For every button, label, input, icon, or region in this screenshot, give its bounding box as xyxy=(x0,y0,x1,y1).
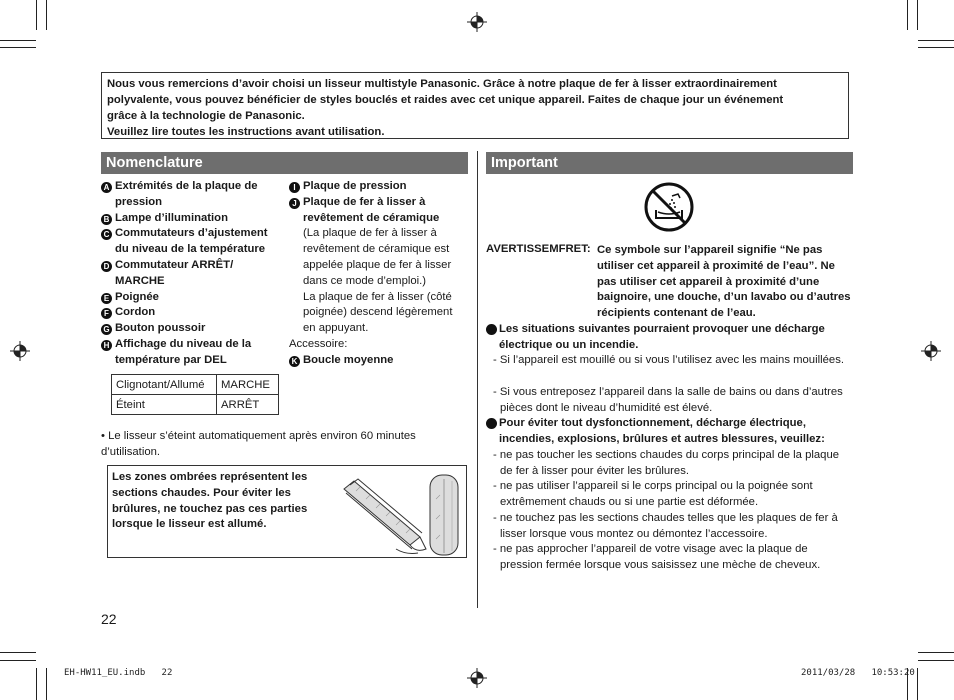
list-item: - ne touchez pas les sections chaudes telles que les plaques de fer à lisser lorsque vous montez ou démontez l’accessoire. xyxy=(493,512,838,540)
straightener-illustration xyxy=(336,469,464,557)
letter-badge: G xyxy=(101,324,112,335)
crop-mark xyxy=(0,47,36,48)
list-item xyxy=(289,353,463,369)
footer-timestamp: 2011/03/28 10:53:20 xyxy=(801,668,915,678)
list-item xyxy=(101,321,276,337)
item-label: Lampe d’illumination xyxy=(115,211,228,224)
letter-badge: E xyxy=(101,293,112,304)
item-label: Extrémités de la plaque de pression xyxy=(115,180,258,208)
item-label: Cordon xyxy=(115,306,156,319)
crop-mark xyxy=(918,47,954,48)
crop-mark xyxy=(918,660,954,661)
crop-mark xyxy=(917,668,918,700)
crop-mark xyxy=(36,0,37,30)
registration-mark-icon xyxy=(467,668,487,688)
item-label: Bouton poussoir xyxy=(115,322,206,335)
table-cell: Éteint xyxy=(112,395,217,415)
no-water-symbol-icon xyxy=(644,182,694,232)
important-heading: Important xyxy=(486,152,853,174)
letter-badge: H xyxy=(101,340,112,351)
crop-mark xyxy=(46,668,47,700)
letter-badge: A xyxy=(101,182,112,193)
footer-file: EH-HW11_EU.indb 22 xyxy=(64,668,173,678)
list-item: - Si l’appareil est mouillé ou si vous l’utilisez avec les mains mouillées. xyxy=(493,354,844,366)
led-status-table xyxy=(111,374,279,415)
crop-mark xyxy=(918,652,954,653)
avoid-heading xyxy=(486,416,856,448)
list-item xyxy=(101,337,276,369)
letter-badge: K xyxy=(289,356,300,367)
nomenclature-heading: Nomenclature xyxy=(101,152,468,174)
item-note: (La plaque de fer à lisser à revêtement de céramique est appelée plaque de fer à lisser dans ce mode d’emploi.) xyxy=(303,227,452,287)
list-item: - ne pas utiliser l’appareil si le corps principal ou la poignée sont extrêmement chauds ou si une partie est déformée. xyxy=(493,480,813,508)
list-item xyxy=(101,179,276,211)
list-item: - Si vous entreposez l’appareil dans la salle de bains ou dans d’autres pièces dont le niveau d’humidité est élevé. xyxy=(493,386,843,414)
item-label: Plaque de pression xyxy=(303,180,407,192)
item-label: Plaque de fer à lisser à revêtement de céramique xyxy=(303,195,440,224)
table-cell: Clignotant/Allumé xyxy=(112,375,217,395)
column-divider xyxy=(477,151,478,608)
accessory-label: Accessoire: xyxy=(289,337,348,350)
shock-heading-text: Les situations suivantes pourraient provoquer une décharge électrique ou un incendie. xyxy=(499,323,825,351)
list-item: - ne pas toucher les sections chaudes du corps principal de la plaque de fer à lisser pour éviter les brûlures. xyxy=(493,449,840,477)
warning-label: AVERTISSEMFRET: xyxy=(486,243,591,255)
registration-mark-icon xyxy=(921,341,941,361)
letter-badge: I xyxy=(289,182,300,193)
bullet-icon xyxy=(486,324,497,335)
item-label: Affichage du niveau de la température par DEL xyxy=(115,337,252,366)
list-item xyxy=(101,305,276,321)
nomenclature-list-right xyxy=(289,179,463,369)
letter-badge: B xyxy=(101,214,112,225)
registration-mark-icon xyxy=(467,12,487,32)
bullet-icon xyxy=(486,418,497,429)
intro-box xyxy=(101,72,849,139)
item-label: Commutateurs d’ajustement du niveau de la température xyxy=(115,227,268,256)
letter-badge: J xyxy=(289,198,300,209)
page-number: 22 xyxy=(101,611,117,627)
table-row xyxy=(112,375,279,395)
crop-mark xyxy=(918,40,954,41)
list-item xyxy=(101,258,276,290)
registration-mark-icon xyxy=(10,341,30,361)
table-row xyxy=(112,395,279,415)
auto-off-note: • Le lisseur s’éteint automatiquement après environ 60 minutes d’utilisation. xyxy=(101,430,416,458)
list-item xyxy=(289,179,463,195)
warning-text: Ce symbole sur l’appareil signifie “Ne pas utiliser cet appareil à proximité de l’eau”. Ne pas utiliser cet appareil à proximité d’une baignoire, une douche, d’un lavabo ou d’autres récipients contenant de l’eau. xyxy=(597,244,851,320)
list-item xyxy=(101,290,276,306)
intro-line: Nous vous remercions d’avoir choisi un lisseur multistyle Panasonic. Grâce à notre plaque de fer à lisser extraordinairement xyxy=(107,78,777,90)
item-label: Poignée xyxy=(115,290,159,303)
item-note: La plaque de fer à lisser (côté poignée) descend légèrement en appuyant. xyxy=(303,290,453,335)
table-cell: ARRÊT xyxy=(217,395,279,415)
shock-heading xyxy=(486,322,856,354)
crop-mark xyxy=(907,0,908,30)
list-item: - ne pas approcher l’appareil de votre visage avec la plaque de pression fermée lorsque vous saisissez une mèche de cheveux. xyxy=(493,543,821,571)
item-label: Commutateur ARRÊT/ MARCHE xyxy=(115,258,234,287)
table-cell: MARCHE xyxy=(217,375,279,395)
intro-line: Veuillez lire toutes les instructions avant utilisation. xyxy=(107,126,385,138)
list-item xyxy=(101,211,276,227)
letter-badge: C xyxy=(101,229,112,240)
intro-line: grâce à la technologie de Panasonic. xyxy=(107,110,305,122)
crop-mark xyxy=(46,0,47,30)
list-item xyxy=(101,226,276,258)
hot-zones-text: Les zones ombrées représentent les sections chaudes. Pour éviter les brûlures, ne touchez pas ces parties lorsque le lisseur est allumé. xyxy=(112,471,308,531)
letter-badge: F xyxy=(101,308,112,319)
intro-line: polyvalente, vous pouvez bénéficier de styles bouclés et raides avec cet unique appareil. Faites de chaque jour un événement xyxy=(107,94,784,106)
crop-mark xyxy=(0,652,36,653)
letter-badge: D xyxy=(101,261,112,272)
crop-mark xyxy=(0,660,36,661)
list-item xyxy=(289,195,463,337)
avoid-heading-text: Pour éviter tout dysfonctionnement, décharge électrique, incendies, explosions, brûlures et autres blessures, veuillez: xyxy=(499,417,825,445)
crop-mark xyxy=(0,40,36,41)
nomenclature-list-left xyxy=(101,179,276,369)
item-label: Boucle moyenne xyxy=(303,353,394,366)
crop-mark xyxy=(36,668,37,700)
crop-mark xyxy=(917,0,918,30)
hot-zones-box xyxy=(107,465,467,558)
